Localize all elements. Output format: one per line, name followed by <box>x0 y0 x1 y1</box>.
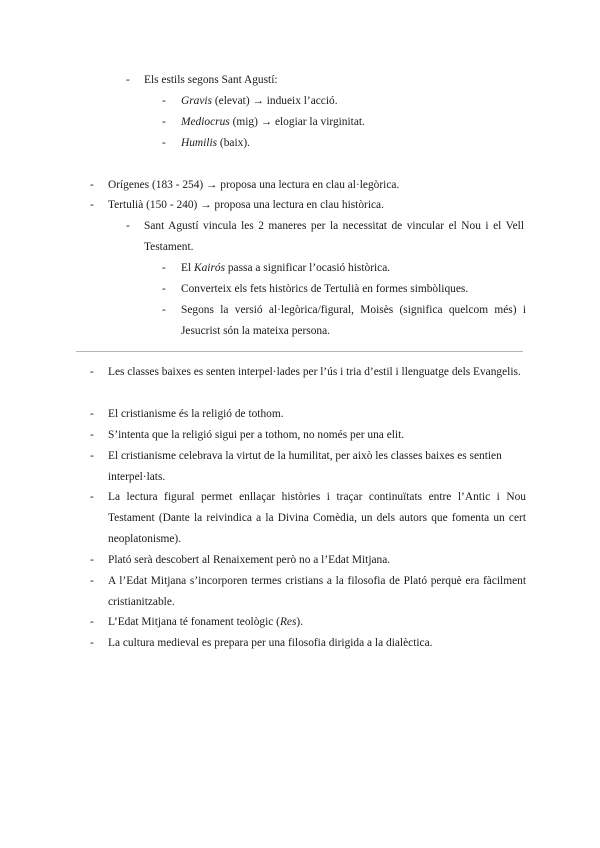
list-item-segons: Segons la versió al·legòrica/figural, Moisès (significa quelcom més) i Jesucrist són la mateixa persona. <box>181 304 526 337</box>
list-bullet: - <box>126 220 130 232</box>
term-gravis: Gravis <box>181 95 213 107</box>
list-bullet: - <box>162 304 166 316</box>
list-item-plato: Plató serà descobert al Renaixement però no a l’Edat Mitjana. <box>108 554 391 566</box>
list-bullet: - <box>90 616 94 628</box>
list-bullet: - <box>90 366 94 378</box>
list-item-humilitat: El cristianisme celebrava la virtut de la humilitat, per això les classes baixes es sentien interpel·lats. <box>108 450 502 483</box>
list-item-vincula: Sant Agustí vincula les 2 maneres per la necessitat de vincular el Nou i el Vell Testament. <box>144 220 524 253</box>
list-bullet: - <box>90 575 94 587</box>
list-bullet: - <box>126 74 130 86</box>
list-item-classes: Les classes baixes es senten interpel·lades per l’ús i tria d’estil i llenguatge dels Evangelis. <box>108 366 521 378</box>
list-item-humilis: Humilis (baix). <box>181 137 250 149</box>
list-item-religio: El cristianisme és la religió de tothom. <box>108 408 284 420</box>
list-bullet: - <box>90 554 94 566</box>
list-item-augusti-styles: Els estils segons Sant Agustí: <box>144 74 278 86</box>
list-bullet: - <box>162 116 166 128</box>
list-item-fonament: L’Edat Mitjana té fonament teològic (Res). <box>108 616 304 628</box>
list-bullet: - <box>90 429 94 441</box>
list-bullet: - <box>90 450 94 462</box>
list-bullet: - <box>162 283 166 295</box>
list-bullet: - <box>162 95 166 107</box>
list-item-intenta: S’intenta que la religió sigui per a tothom, no només per una elit. <box>108 429 405 441</box>
list-item-kairos: El Kairós passa a significar l’ocasió històrica. <box>181 262 391 274</box>
list-item-figural: La lectura figural permet enllaçar històries i traçar continuïtats entre l’Antic i Nou Testament (Dante la reivindica a la Divina Comèdia, un dels autors que fomenta un cert neoplatonisme). <box>108 491 526 545</box>
term-humilis: Humilis <box>181 137 218 149</box>
term-res: Res <box>279 616 297 628</box>
list-item-gravis: Gravis (elevat) → indueix l’acció. <box>181 95 338 107</box>
term-mediocrus: Mediocrus <box>181 116 230 128</box>
list-bullet: - <box>162 137 166 149</box>
list-bullet: - <box>90 637 94 649</box>
list-item-edat-mitjana: A l’Edat Mitjana s’incorporen termes cristians a la filosofia de Plató perquè era fàcilment cristianitzable. <box>108 575 526 608</box>
list-item-converteix: Converteix els fets històrics de Tertulià en formes simbòliques. <box>181 283 469 295</box>
list-bullet: - <box>90 199 94 211</box>
section-divider <box>76 351 523 352</box>
list-item-cultura: La cultura medieval es prepara per una filosofia dirigida a la dialèctica. <box>108 637 433 649</box>
list-item-tertulia: Tertulià (150 - 240) → proposa una lectura en clau històrica. <box>108 199 384 211</box>
list-bullet: - <box>162 262 166 274</box>
list-item-mediocrus: Mediocrus (mig) → elogiar la virginitat. <box>181 116 365 128</box>
term-kairos: Kairós <box>193 262 226 274</box>
list-bullet: - <box>90 179 94 191</box>
list-bullet: - <box>90 408 94 420</box>
list-item-origenes: Orígenes (183 - 254) → proposa una lectura en clau al·legòrica. <box>108 179 400 191</box>
list-bullet: - <box>90 491 94 503</box>
